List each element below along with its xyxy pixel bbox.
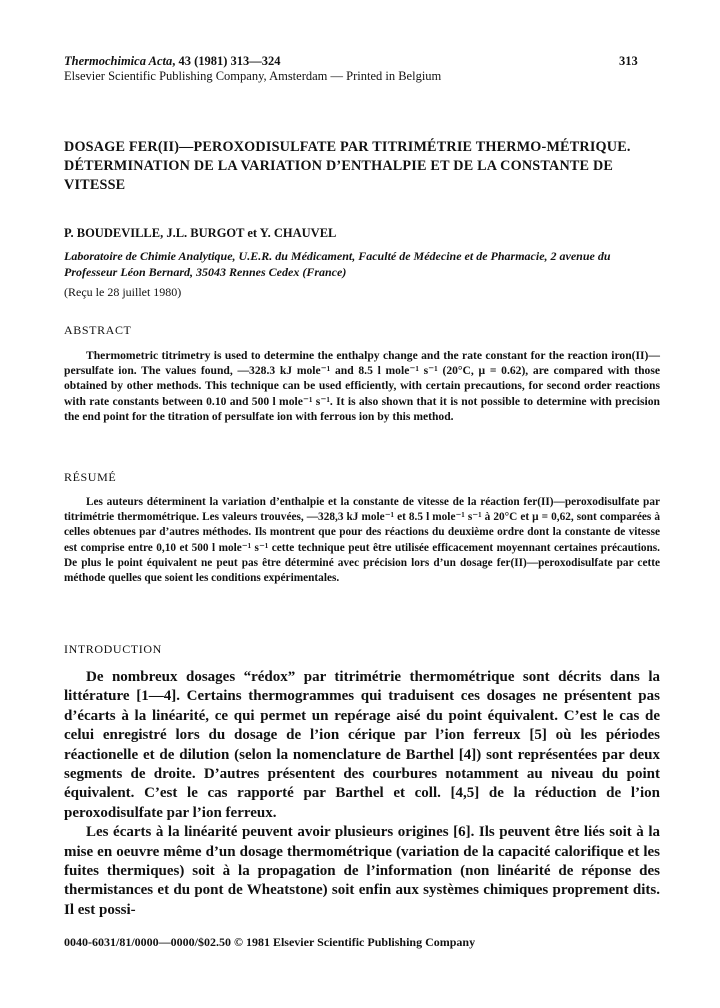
journal-name: Thermochimica Acta — [64, 54, 173, 68]
article-affiliation: Laboratoire de Chimie Analytique, U.E.R. du Médicament, Faculté de Médecine et de Pharmacie, 2 avenue du Professeur Léon Bernard, 35043 Rennes Cedex (France) — [64, 249, 611, 279]
resume-text: Les auteurs déterminent la variation d’enthalpie et la constante de vitesse de la réaction fer(II)—peroxodisulfate par titrimétrie thermométrique. Les valeurs trouvées, —328,3 kJ mole⁻¹ et 8.5 l mole⁻¹ s⁻¹ à 20°C et μ = 0,62, sont comparées à celles obtenues par d’autres méthodes. Ils montrent que pour des réactions du deuxième ordre dont la constante de vitesse est comprise entre 0,10 et 500 l mole⁻¹ s⁻¹ cette technique peut être utilisée efficacement moyennant certaines précautions. De plus le point équivalent ne peut pas être déterminé avec précision lors d’un dosage fer(II)—peroxodisulfate par cette méthode quelles que soient les conditions expérimentales. — [64, 496, 660, 585]
introduction-heading: INTRODUCTION — [64, 642, 162, 656]
received-date: (Reçu le 28 juillet 1980) — [64, 285, 182, 299]
journal-header — [64, 54, 441, 84]
page-number: 313 — [619, 54, 638, 68]
introduction-paragraph-2: Les écarts à la linéarité peuvent avoir plusieurs origines [6]. Ils peuvent être liés soit à la mise en oeuvre même d’un dosage thermométrique (variation de la capacité calorifique et les fuites thermiques) soit à la propagation de l’information (non linéarité de réponse des thermistances et du pont de Wheatstone) soit enfin aux systèmes chimiques proprement dits. Il est possi- — [64, 824, 660, 918]
abstract-text: Thermometric titrimetry is used to determine the enthalpy change and the rate constant for the reaction iron(II)—persulfate ion. The values found, —328.3 kJ mole⁻¹ and 8.5 l mole⁻¹ s⁻¹ (20°C, μ = 0.62), are compared with those obtained by other methods. This technique can be used efficiently, with certain precautions, for second order reactions with rate constants between 0.10 and 500 l mole⁻¹ s⁻¹. It is also shown that it is not possible to determine with precision the end point for the titration of persulfate ion with ferrous ion by this method. — [64, 349, 660, 423]
article-title: DOSAGE FER(II)—PEROXODISULFATE PAR TITRIMÉTRIE THERMO-MÉTRIQUE. DÉTERMINATION DE LA VARIATION D’ENTHALPIE ET DE LA CONSTANTE DE VITESSE — [64, 139, 631, 193]
copyright-footer: 0040-6031/81/0000—0000/$02.50 © 1981 Elsevier Scientific Publishing Company — [64, 935, 476, 949]
introduction-body — [64, 668, 660, 920]
publisher-line: Elsevier Scientific Publishing Company, Amsterdam — Printed in Belgium — [64, 69, 442, 83]
abstract-heading: ABSTRACT — [64, 323, 132, 337]
journal-citation-line — [64, 54, 441, 69]
introduction-paragraph-1: De nombreux dosages “rédox” par titrimétrie thermométrique sont décrits dans la littérature [1—4]. Certains thermogrammes qui traduisent ces dosages ne présentent pas d’écarts à la linéarité, ce qui permet un repérage aisé du point équivalent. C’est le cas de celui enregistré lors du dosage de l’ion cérique par l’ion ferreux [5] où les périodes réactionelle et de dilution (selon la nomenclature de Barthel [4]) sont représentées par deux segments de droite. D’autres présentent des courbures notamment au niveau du point équivalent. C’est le cas rapporté par Barthel et coll. [4,5] de la réduction de l’ion peroxodisulfate par l’ion ferreux. — [64, 669, 660, 821]
article-authors: P. BOUDEVILLE, J.L. BURGOT et Y. CHAUVEL — [64, 226, 337, 240]
journal-citation: , 43 (1981) 313—324 — [172, 54, 281, 68]
resume-heading: RÉSUMÉ — [64, 470, 117, 484]
